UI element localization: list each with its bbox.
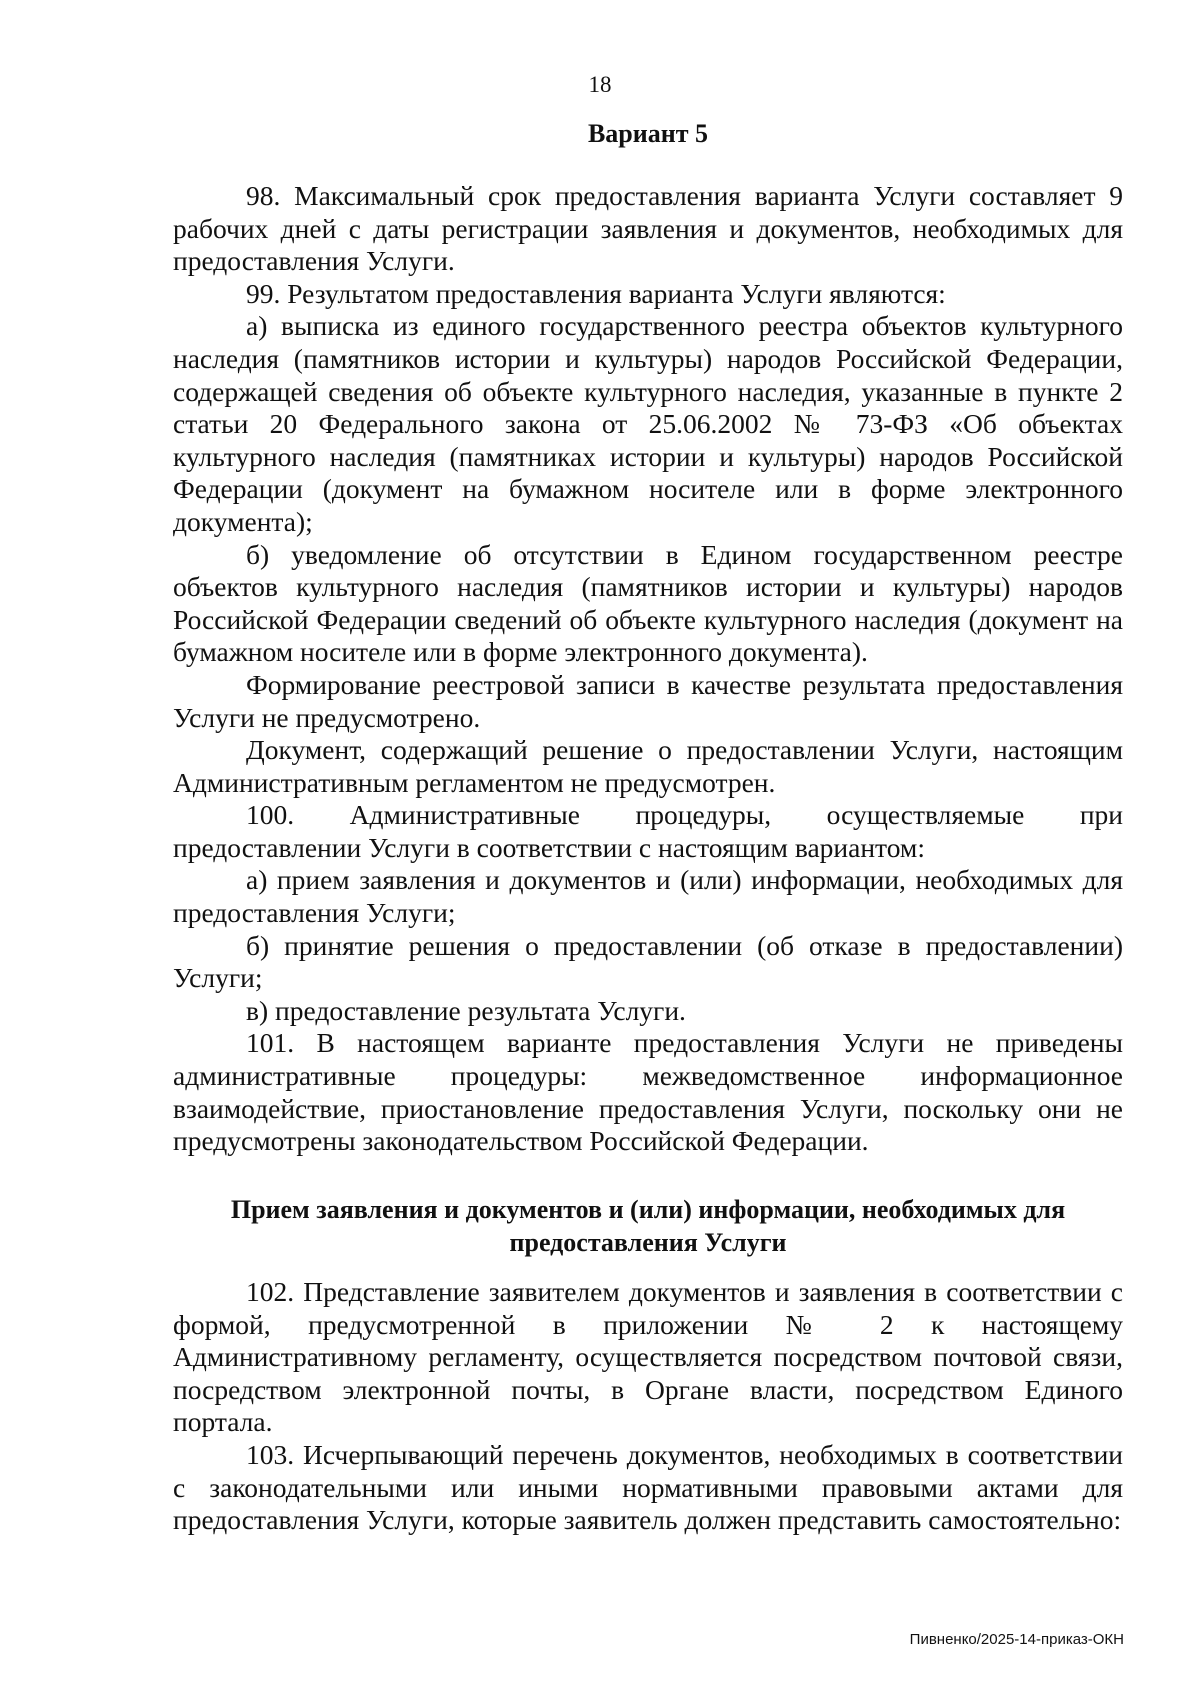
paragraph-100-b: б) принятие решения о предоставлении (об отказе в предоставлении) Услуги; [173, 929, 1123, 994]
paragraph-registry-note: Формирование реестровой записи в качестве результата предоставления Услуги не предусмотрено. [173, 668, 1123, 733]
document-footer-code: Пивненко/2025-14-приказ-ОКН [909, 1631, 1124, 1648]
paragraph-100-a: а) прием заявления и документов и (или) информации, необходимых для предоставления Услуги; [173, 864, 1123, 929]
section-heading: Прием заявления и документов и (или) информации, необходимых для предоставления Услуги [230, 1195, 1066, 1257]
paragraph-103: 103. Исчерпывающий перечень документов, необходимых в соответствии с законодательными или иными нормативными правовыми актами для предоставления Услуги, которые заявитель должен представить самостоятельно: [173, 1438, 1123, 1536]
paragraph-decision-note: Документ, содержащий решение о предоставлении Услуги, настоящим Административным регламентом не предусмотрен. [173, 734, 1123, 798]
page-number: 18 [588, 72, 612, 97]
paragraph-99-a: а) выписка из единого государственного реестра объектов культурного наследия (памятников истории и культуры) народов Российской Федерации, содержащей сведения об объекте культурного наследия, указанные в пункте 2 статьи 20 Федерального закона от 25.06.2002 № 73-ФЗ «Об объектах культурного наследия (памятниках истории и культуры) народов Российской Федерации (документ на бумажном носителе или в форме электронного документа); [173, 310, 1123, 537]
paragraph-100: 100. Административные процедуры, осуществляемые при предоставлении Услуги в соответствии с настоящим вариантом: [173, 799, 1123, 863]
paragraph-98: 98. Максимальный срок предоставления варианта Услуги составляет 9 рабочих дней с даты регистрации заявления и документов, необходимых для предоставления Услуги. [173, 180, 1123, 277]
body-text-top [173, 180, 1123, 1158]
paragraph-99-b: б) уведомление об отсутствии в Едином государственном реестре объектов культурного наследия (памятников истории и культуры) народов Российской Федерации сведений об объекте культурного наследия (документ на бумажном носителе или в форме электронного документа). [173, 538, 1123, 668]
paragraph-100-v: в) предоставление результата Услуги. [246, 994, 686, 1026]
body-text-bottom [173, 1276, 1123, 1537]
paragraph-99: 99. Результатом предоставления варианта Услуги являются: [246, 277, 946, 309]
paragraph-101: 101. В настоящем варианте предоставления Услуги не приведены административные процедуры: межведомственное информационное взаимодействие, приостановление предоставления Услуги, поскольку они не предусмотрены законодательством Российской Федерации. [173, 1027, 1123, 1157]
paragraph-102: 102. Представление заявителем документов и заявления в соответствии с формой, предусмотренной в приложении № 2 к настоящему Административному регламенту, осуществляется посредством почтовой связи, посредством электронной почты, в Органе власти, посредством Единого портала. [173, 1276, 1123, 1438]
variant-heading: Вариант 5 [587, 119, 709, 148]
